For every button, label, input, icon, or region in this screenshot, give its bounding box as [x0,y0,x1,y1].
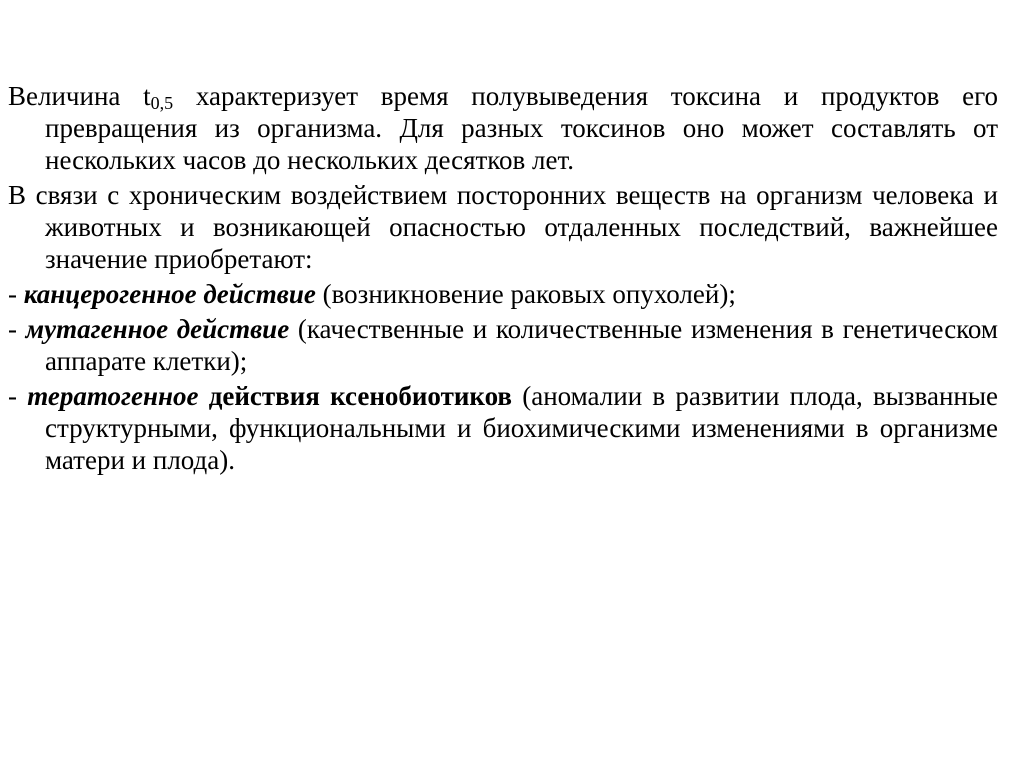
paragraph-chronic-exposure [8,179,998,275]
list-item-mutagenic [8,313,998,377]
half-life-subscript: 0,5 [150,93,174,113]
chronic-exposure-text: В связи с хроническим воздействием посторонних веществ на организм человека и животных и возникающей опасностью отдаленных последствий, важнейшее значение приобретают: [8,180,998,274]
term-mutagenic: мутагенное действие [25,314,290,344]
list-dash: - [8,314,26,344]
term-xenobiotics: действия ксенобиотиков [198,381,512,411]
term-carcinogenic: канцерогенное действие [23,279,316,309]
list-item-teratogenic [8,380,998,476]
term-teratogenic: тератогенное [27,381,199,411]
mutagenic-description: (качественные и количественные изменения в генетическом аппарате клетки); [45,314,999,376]
half-life-lead: Величина t [8,81,151,111]
list-dash: - [8,279,24,309]
list-dash: - [8,381,28,411]
teratogenic-description: (аномалии в развитии плода, вызванные структурными, функциональными и биохимическими изменениями в организме матери и плода). [45,381,998,475]
half-life-text: характеризует время полувыведения токсина и продуктов его превращения из организма. Для разных токсинов оно может составлять от нескольких часов до нескольких десятков лет. [45,81,998,175]
list-item-carcinogenic [8,278,998,310]
slide-content [8,80,998,479]
carcinogenic-description: (возникновение раковых опухолей); [315,279,736,309]
paragraph-half-life [8,80,998,176]
